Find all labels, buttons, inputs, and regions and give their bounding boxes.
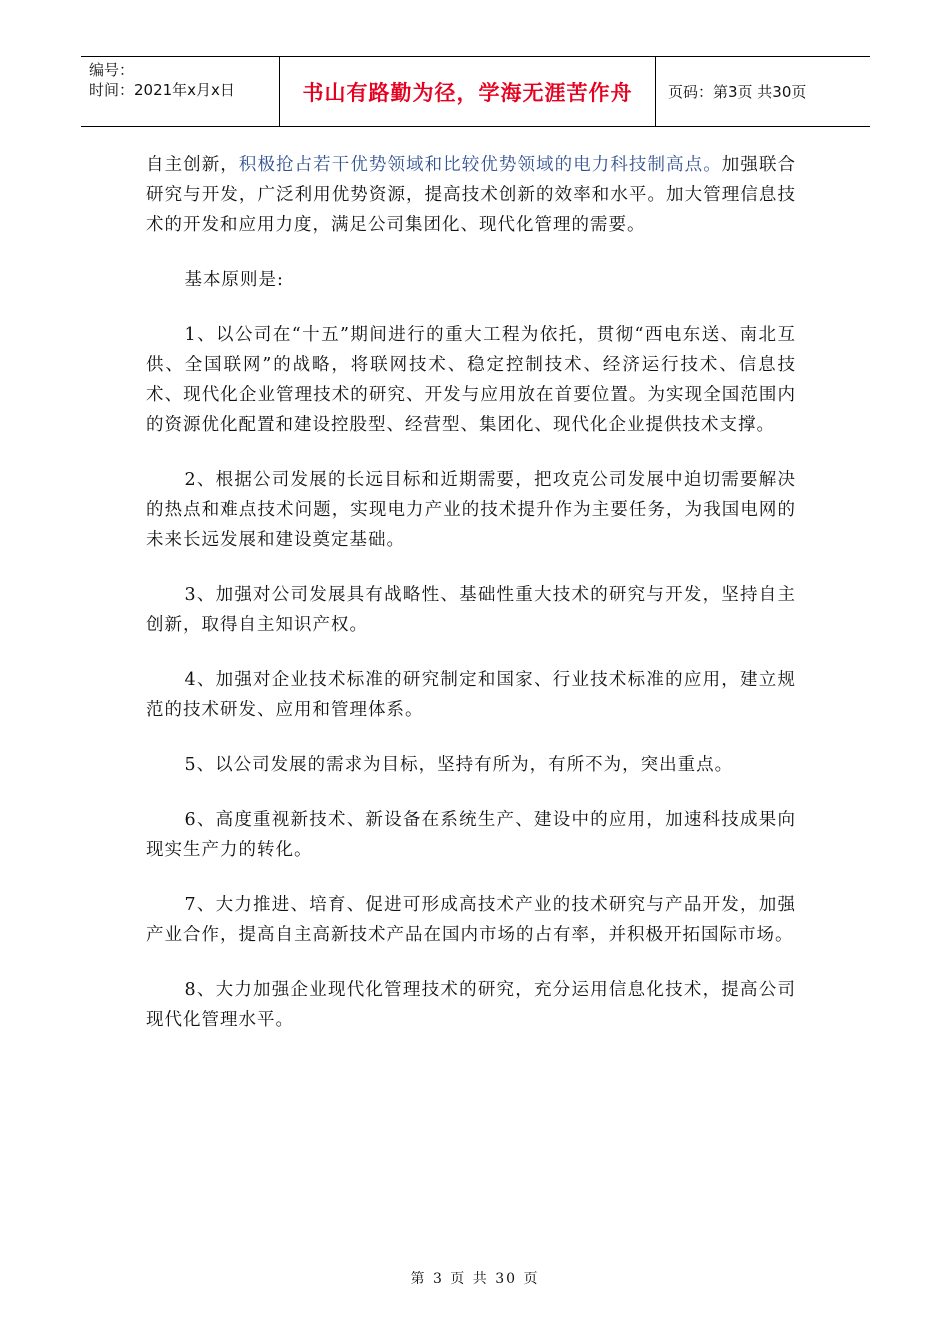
header-meta bbox=[81, 57, 280, 126]
intro-highlight: 积极抢占若干优势领域和比较优势领域的电力科技制高点。 bbox=[238, 155, 722, 175]
principle-item-7: 7、大力推进、培育、促进可形成高技术产业的技术研究与产品开发，加强产业合作，提高自主高新技术产品在国内市场的占有率，并积极开拓国际市场。 bbox=[146, 895, 796, 945]
serial-number-label: 编号： bbox=[89, 61, 135, 79]
principle-item-1: 1、以公司在“十五”期间进行的重大工程为依托，贯彻“西电东送、南北互供、全国联网”的战略，将联网技术、稳定控制技术、经济运行技术、信息技术、现代化企业管理技术的研究、开发与应用放在首要位置。为实现全国范围内的资源优化配置和建设控股型、经营型、集团化、现代化企业提供技术支撑。 bbox=[146, 325, 796, 435]
principle-item-4: 4、加强对企业技术标准的研究制定和国家、行业技术标准的应用，建立规范的技术研发、应用和管理体系。 bbox=[146, 670, 796, 720]
document-header bbox=[81, 56, 870, 127]
document-body bbox=[146, 150, 796, 1060]
intro-paragraph bbox=[146, 150, 796, 240]
principle-item-5: 5、以公司发展的需求为目标，坚持有所为，有所不为，突出重点。 bbox=[184, 755, 734, 775]
principle-item-6: 6、高度重视新技术、新设备在系统生产、建设中的应用，加速科技成果向现实生产力的转化。 bbox=[146, 810, 796, 860]
intro-prefix: 自主创新， bbox=[146, 155, 239, 175]
header-page-label: 页码：第3页 共30页 bbox=[668, 83, 807, 101]
principles-heading: 基本原则是: bbox=[184, 270, 284, 290]
intro-suffix: 加强联合研究与开发，广泛利用优势资源，提高技术创新的效率和水平。加大管理信息技术的开发和应用力度，满足公司集团化、现代化管理的需要。 bbox=[146, 155, 797, 235]
principle-item-2: 2、根据公司发展的长远目标和近期需要，把攻克公司发展中迫切需要解决的热点和难点技术问题，实现电力产业的技术提升作为主要任务，为我国电网的未来长远发展和建设奠定基础。 bbox=[146, 470, 796, 550]
principle-item-3: 3、加强对公司发展具有战略性、基础性重大技术的研究与开发，坚持自主创新，取得自主知识产权。 bbox=[146, 585, 796, 635]
principle-item-8: 8、大力加强企业现代化管理技术的研究，充分运用信息化技术，提高公司现代化管理水平。 bbox=[146, 980, 796, 1030]
date-label: 时间：2021年x月x日 bbox=[89, 81, 235, 99]
page-footer: 第 3 页 共 30 页 bbox=[410, 1271, 540, 1287]
header-motto: 书山有路勤为径，学海无涯苦作舟 bbox=[280, 57, 656, 126]
